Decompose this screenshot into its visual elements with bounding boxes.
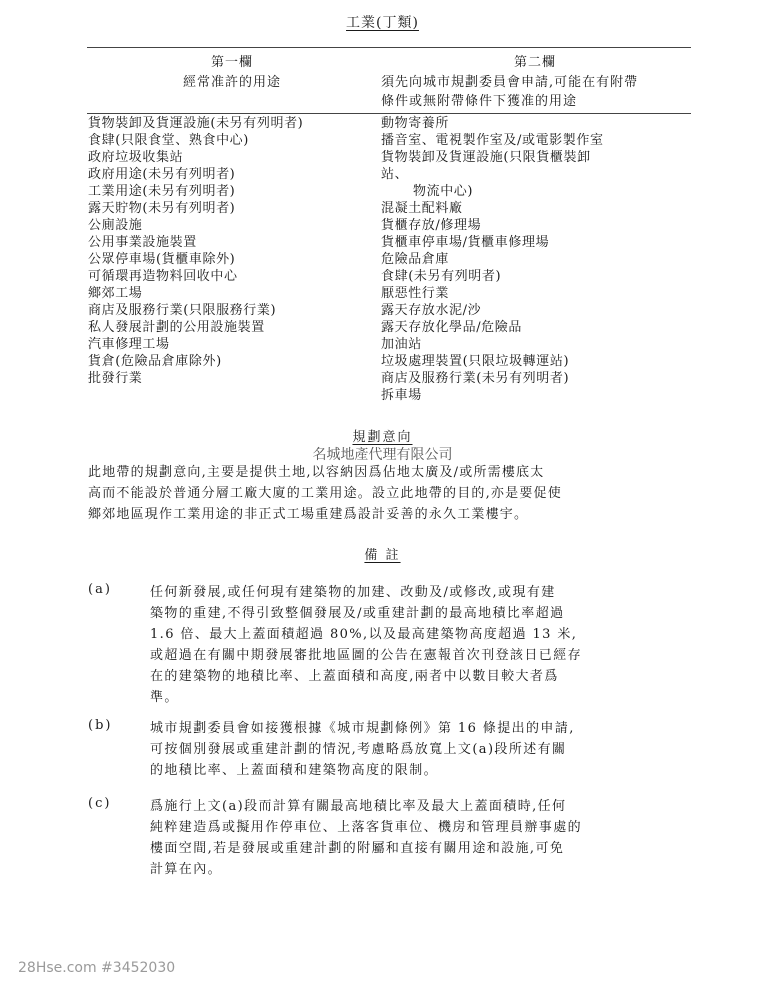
list-item: 政府垃圾收集站 (88, 150, 184, 165)
list-item: 貨倉(危險品倉庫除外) (88, 354, 222, 369)
list-item: 混凝土配料廠 (381, 201, 463, 216)
column-1-subheading: 經常准許的用途 (182, 75, 281, 90)
column-2-use-list (381, 115, 693, 404)
list-item: 物流中心) (413, 184, 474, 199)
list-item: 貨物裝卸及貨運設施(未另有列明者) (88, 116, 304, 131)
list-item: 私人發展計劃的公用設施裝置 (88, 320, 265, 335)
planning-intention-paragraph (88, 462, 692, 525)
list-item: 汽車修理工場 (88, 337, 170, 352)
list-item: 公眾停車場(貨櫃車除外) (88, 252, 236, 267)
list-item: 貨物裝卸及貨運設施(只限貨櫃裝卸 (381, 150, 591, 165)
list-item: 可循環再造物料回收中心 (88, 269, 238, 284)
remarks-title: 備 註 (364, 548, 401, 563)
paragraph-line: 高而不能設於普通分層工廠大廈的工業用途。設立此地帶的目的,亦是要促使 (88, 486, 562, 501)
note-line: 純粹建造爲或擬用作停車位、上落客貨車位、機房和管理員辦事處的 (150, 820, 583, 835)
list-item: 公廁設施 (88, 218, 143, 233)
site-watermark: 28Hse.com #3452030 (18, 960, 176, 976)
table-top-rule (87, 47, 691, 48)
note-label: (c) (88, 796, 112, 811)
paragraph-line: 鄉郊地區現作工業用途的非正式工場重建爲設計妥善的永久工業樓宇。 (88, 507, 529, 522)
list-item: 厭惡性行業 (381, 286, 450, 301)
list-item: 商店及服務行業(只限服務行業) (88, 303, 277, 318)
list-item: 商店及服務行業(未另有列明者) (381, 371, 570, 386)
list-item: 露天存放化學品/危險品 (381, 320, 522, 335)
column-2-subheading (381, 73, 693, 111)
list-item: 工業用途(未另有列明者) (88, 184, 236, 199)
list-item: 食肆(未另有列明者) (381, 269, 502, 284)
list-item: 露天存放水泥/沙 (381, 303, 482, 318)
list-item: 拆車場 (381, 388, 422, 403)
table-header-rule (87, 113, 691, 114)
note-line: 任何新發展,或任何現有建築物的加建、改動及/或修改,或現有建 (150, 585, 556, 600)
column-1-use-list (88, 115, 378, 387)
column-2-subheading-line: 須先向城市規劃委員會申請,可能在有附帶 (381, 75, 639, 90)
list-item: 動物寄養所 (381, 116, 450, 131)
note-text (150, 582, 666, 708)
note-line: 樓面空間,若是發展或重建計劃的附屬和直接有關用途和設施,可免 (150, 841, 565, 856)
list-item: 加油站 (381, 337, 422, 352)
list-item: 食肆(只限食堂、熟食中心) (88, 133, 249, 148)
note-line: 計算在內。 (150, 862, 223, 877)
note-line: 或超過在有關中期發展審批地區圖的公告在憲報首次刊登該日已經存 (150, 648, 583, 663)
list-item: 批發行業 (88, 371, 143, 386)
list-item: 露天貯物(未另有列明者) (88, 201, 236, 216)
note-line: 爲施行上文(a)段而計算有關最高地積比率及最大上蓋面積時,任何 (150, 799, 567, 814)
column-2-subheading-line: 條件或無附帶條件下獲准的用途 (381, 94, 578, 109)
note-label: (b) (88, 718, 113, 733)
paragraph-line: 此地帶的規劃意向,主要是提供土地,以容納因爲佔地太廣及/或所需樓底太 (88, 465, 545, 480)
note-text (150, 796, 666, 880)
note-line: 可按個別發展或重建計劃的情況,考慮略爲放寬上文(a)段所述有關 (150, 742, 567, 757)
page-title: 工業(丁類) (346, 15, 419, 31)
note-line: 築物的重建,不得引致整個發展及/或重建計劃的最高地積比率超過 (150, 606, 565, 621)
list-item: 播音室、電視製作室及/或電影製作室 (381, 133, 604, 148)
list-item: 站、 (381, 167, 409, 182)
list-item: 危險品倉庫 (381, 252, 450, 267)
list-item: 貨櫃車停車場/貨櫃車修理場 (381, 235, 550, 250)
list-item: 垃圾處理裝置(只限垃圾轉運站) (381, 354, 570, 369)
agency-watermark: 名城地產代理有限公司 (312, 447, 453, 463)
list-item: 公用事業設施裝置 (88, 235, 197, 250)
column-2-heading: 第二欄 (513, 55, 556, 70)
note-label: (a) (88, 582, 112, 597)
column-1-heading: 第一欄 (210, 55, 253, 70)
list-item: 貨櫃存放/修理場 (381, 218, 482, 233)
note-line: 準。 (150, 690, 179, 705)
note-text (150, 718, 666, 781)
note-line: 在的建築物的地積比率、上蓋面積和高度,兩者中以數目較大者爲 (150, 669, 559, 684)
note-line: 的地積比率、上蓋面積和建築物高度的限制。 (150, 763, 439, 778)
list-item: 政府用途(未另有列明者) (88, 167, 236, 182)
planning-intention-title: 規劃意向 (352, 430, 413, 445)
note-line: 城市規劃委員會如接獲根據《城市規劃條例》第 16 條提出的申請, (150, 721, 575, 736)
list-item: 鄉郊工場 (88, 286, 143, 301)
note-line: 1.6 倍、最大上蓋面積超過 80%,以及最高建築物高度超過 13 米, (150, 627, 578, 642)
